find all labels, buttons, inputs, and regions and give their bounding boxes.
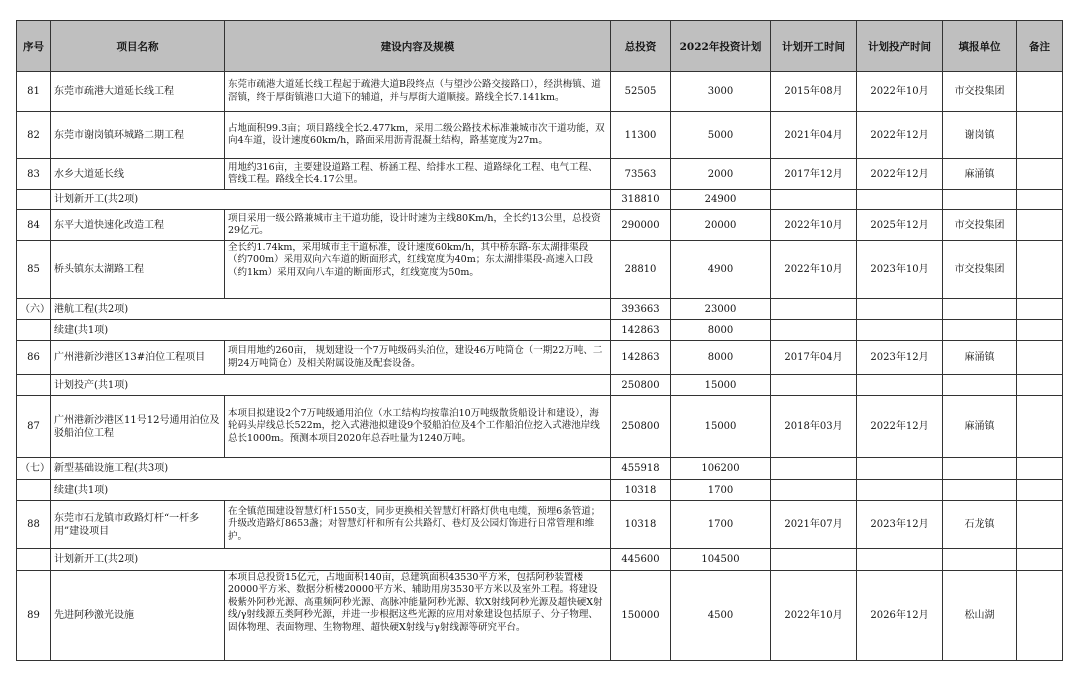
table-row	[17, 159, 1063, 190]
cell-name: 东平大道快速化改造工程	[51, 210, 225, 241]
header-content: 建设内容及规模	[225, 21, 611, 72]
header-start: 计划开工时间	[771, 21, 857, 72]
table-row	[17, 241, 1063, 299]
cell-content-text: 全长约1.74km，采用城市主干道标准，设计速度60km/h，其中桥东路-东太湖排渠段（约700m）采用双向六车道的断面形式，红线宽度为40m；东太湖排渠段-高速入口段（约1km）采用双向八车道的断面形式，红线宽度为50m。	[228, 241, 593, 278]
header-unit: 填报单位	[943, 21, 1017, 72]
cell-unit: 松山湖	[943, 571, 1017, 661]
cell-production: 2022年12月	[857, 159, 943, 190]
cell-remark	[1017, 341, 1063, 375]
cell-total: 73563	[611, 159, 671, 190]
cell-start: 2022年10月	[771, 241, 857, 299]
cell-production: 2022年12月	[857, 112, 943, 159]
table-row	[17, 112, 1063, 159]
cell-production: 2022年12月	[857, 396, 943, 458]
cell-total: 10318	[611, 501, 671, 549]
cell-seq	[17, 480, 51, 501]
cell-total: 290000	[611, 210, 671, 241]
cell-plan: 2000	[671, 159, 771, 190]
cell-total: 250800	[611, 375, 671, 396]
cell-name: 水乡大道延长线	[51, 159, 225, 190]
subtotal-row	[17, 190, 1063, 210]
cell-start: 2022年10月	[771, 210, 857, 241]
header-seq: 序号	[17, 21, 51, 72]
cell-plan: 8000	[671, 320, 771, 341]
cell-total: 28810	[611, 241, 671, 299]
subtotal-row	[17, 549, 1063, 571]
cell-plan: 104500	[671, 549, 771, 571]
cell-content	[225, 571, 611, 661]
table-row	[17, 396, 1063, 458]
cell-remark	[1017, 571, 1063, 661]
cell-unit: 麻涌镇	[943, 159, 1017, 190]
cell-start: 2017年04月	[771, 341, 857, 375]
cell-total: 250800	[611, 396, 671, 458]
cell-seq: 82	[17, 112, 51, 159]
cell-remark	[1017, 396, 1063, 458]
cell-total: 11300	[611, 112, 671, 159]
cell-start: 2018年03月	[771, 396, 857, 458]
cell-unit: 市交投集团	[943, 72, 1017, 112]
cell-plan: 15000	[671, 375, 771, 396]
cell-production: 2023年12月	[857, 341, 943, 375]
cell-content: 用地约316亩，主要建设道路工程、桥涵工程、给排水工程、道路绿化工程、电气工程、管线工程。路线全长4.17公里。	[225, 159, 611, 190]
cell-start: 2021年04月	[771, 112, 857, 159]
cell-plan: 1700	[671, 480, 771, 501]
cell-start: 2021年07月	[771, 501, 857, 549]
header-total: 总投资	[611, 21, 671, 72]
cell-unit: 市交投集团	[943, 210, 1017, 241]
cell-total: 455918	[611, 458, 671, 480]
cell-seq: 83	[17, 159, 51, 190]
header-plan2022: 2022年投资计划	[671, 21, 771, 72]
cell-start: 2017年12月	[771, 159, 857, 190]
cell-content: 项目采用一级公路兼城市主干道功能，设计时速为主线80Km/h，全长约13公里，总投资29亿元。	[225, 210, 611, 241]
cell-content-text: 本项目总投资15亿元，占地面积140亩，总建筑面积43530平方米，包括阿秒装置楼20000平方米、数据分析楼20000平方米、辅助用房3530平方米以及室外工程。将建设极紫外阿秒光源、高重频阿秒光源、高脉冲能量阿秒光源、软X射线阿秒光源及超快硬X射线/γ射线源五类阿秒光源，并进一步根据这些光源的应用对象建设包括原子、分子物理、固体物理、表面物理、生物物理、超快硬X射线与γ射线源等研究平台。	[228, 571, 603, 633]
cell-remark	[1017, 112, 1063, 159]
cell-total: 393663	[611, 299, 671, 320]
cell-unit: 麻涌镇	[943, 396, 1017, 458]
cell-total: 318810	[611, 190, 671, 210]
cell-unit: 市交投集团	[943, 241, 1017, 299]
cell-total: 10318	[611, 480, 671, 501]
cell-unit: 石龙镇	[943, 501, 1017, 549]
table-row	[17, 341, 1063, 375]
cell-total: 142863	[611, 341, 671, 375]
cell-seq: 86	[17, 341, 51, 375]
cell-remark	[1017, 501, 1063, 549]
cell-seq	[17, 320, 51, 341]
cell-seq: 88	[17, 501, 51, 549]
cell-total: 445600	[611, 549, 671, 571]
cell-remark	[1017, 72, 1063, 112]
cell-content: 本项目拟建设2个7万吨级通用泊位（水工结构均按靠泊10万吨级散货船设计和建设），海轮码头岸线总长522m，挖入式港池拟建设9个驳船泊位及4个工作船泊位挖入式港池岸线总长1000m。预测本项目2020年总吞吐量为1240万吨。	[225, 396, 611, 458]
table-row	[17, 72, 1063, 112]
cell-production: 2023年10月	[857, 241, 943, 299]
cell-seq: 87	[17, 396, 51, 458]
cell-unit: 麻涌镇	[943, 341, 1017, 375]
project-investment-table	[16, 20, 1063, 661]
cell-plan: 106200	[671, 458, 771, 480]
cell-seq	[17, 549, 51, 571]
cell-name: 先进阿秒激光设施	[51, 571, 225, 661]
cell-seq: 84	[17, 210, 51, 241]
cell-remark	[1017, 241, 1063, 299]
table-row	[17, 571, 1063, 661]
cell-name: 续建(共1项)	[51, 480, 611, 501]
cell-plan: 24900	[671, 190, 771, 210]
cell-name: 东莞市石龙镇市政路灯杆“一杆多用”建设项目	[51, 501, 225, 549]
cell-name: 广州港新沙港区13#泊位工程项目	[51, 341, 225, 375]
cell-seq: 85	[17, 241, 51, 299]
table-row	[17, 501, 1063, 549]
cell-content: 在全镇范围建设智慧灯杆1550支，同步更换相关智慧灯杆路灯供电电缆，预埋6条管道；升级改造路灯8653盏；对智慧灯杆和所有公共路灯、巷灯及公园灯饰进行日常管理和维护。	[225, 501, 611, 549]
cell-start: 2015年08月	[771, 72, 857, 112]
cell-remark	[1017, 210, 1063, 241]
cell-remark	[1017, 159, 1063, 190]
cell-name: 东莞市疏港大道延长线工程	[51, 72, 225, 112]
cell-total: 142863	[611, 320, 671, 341]
cell-plan: 20000	[671, 210, 771, 241]
cell-seq: 89	[17, 571, 51, 661]
cell-plan: 23000	[671, 299, 771, 320]
cell-name: 东莞市谢岗镇环城路二期工程	[51, 112, 225, 159]
cell-plan: 4500	[671, 571, 771, 661]
cell-seq: 81	[17, 72, 51, 112]
subtotal-row	[17, 375, 1063, 396]
cell-name: 广州港新沙港区11号12号通用泊位及驳船泊位工程	[51, 396, 225, 458]
cell-content	[225, 241, 611, 299]
cell-plan: 5000	[671, 112, 771, 159]
cell-name: 桥头镇东太湖路工程	[51, 241, 225, 299]
section-row	[17, 299, 1063, 320]
cell-total: 150000	[611, 571, 671, 661]
cell-unit: 谢岗镇	[943, 112, 1017, 159]
cell-seq	[17, 190, 51, 210]
cell-production: 2023年12月	[857, 501, 943, 549]
cell-production: 2025年12月	[857, 210, 943, 241]
cell-plan: 4900	[671, 241, 771, 299]
cell-name: 续建(共1项)	[51, 320, 611, 341]
cell-name: 计划新开工(共2项)	[51, 190, 611, 210]
cell-seq	[17, 375, 51, 396]
cell-name: 计划新开工(共2项)	[51, 549, 611, 571]
cell-content: 占地面积99.3亩；项目路线全长2.477km，采用二级公路技术标准兼城市次干道功能，双向4车道，设计速度60km/h，路面采用沥青混凝土结构，路基宽度为27m。	[225, 112, 611, 159]
subtotal-row	[17, 480, 1063, 501]
cell-plan: 3000	[671, 72, 771, 112]
table-row	[17, 210, 1063, 241]
cell-plan: 15000	[671, 396, 771, 458]
header-row	[17, 21, 1063, 72]
cell-production: 2022年10月	[857, 72, 943, 112]
header-remark: 备注	[1017, 21, 1063, 72]
subtotal-row	[17, 320, 1063, 341]
cell-production: 2026年12月	[857, 571, 943, 661]
header-name: 项目名称	[51, 21, 225, 72]
cell-content: 东莞市疏港大道延长线工程起于疏港大道B段终点（与望沙公路交接路口），经洪梅镇、道滘镇，终于厚街镇港口大道下的辅道，并与厚街大道顺接。路线全长7.141km。	[225, 72, 611, 112]
cell-total: 52505	[611, 72, 671, 112]
section-row	[17, 458, 1063, 480]
cell-name: 新型基础设施工程(共3项)	[51, 458, 611, 480]
cell-start: 2022年10月	[771, 571, 857, 661]
cell-plan: 1700	[671, 501, 771, 549]
header-production: 计划投产时间	[857, 21, 943, 72]
cell-name: 计划投产(共1项)	[51, 375, 611, 396]
cell-seq: （七）	[17, 458, 51, 480]
cell-content: 项目用地约260亩， 规划建设一个7万吨级码头泊位，建设46万吨筒仓（一期22万吨、二期24万吨筒仓）及相关附属设施及配套设备。	[225, 341, 611, 375]
cell-seq: （六）	[17, 299, 51, 320]
cell-name: 港航工程(共2项)	[51, 299, 611, 320]
cell-plan: 8000	[671, 341, 771, 375]
